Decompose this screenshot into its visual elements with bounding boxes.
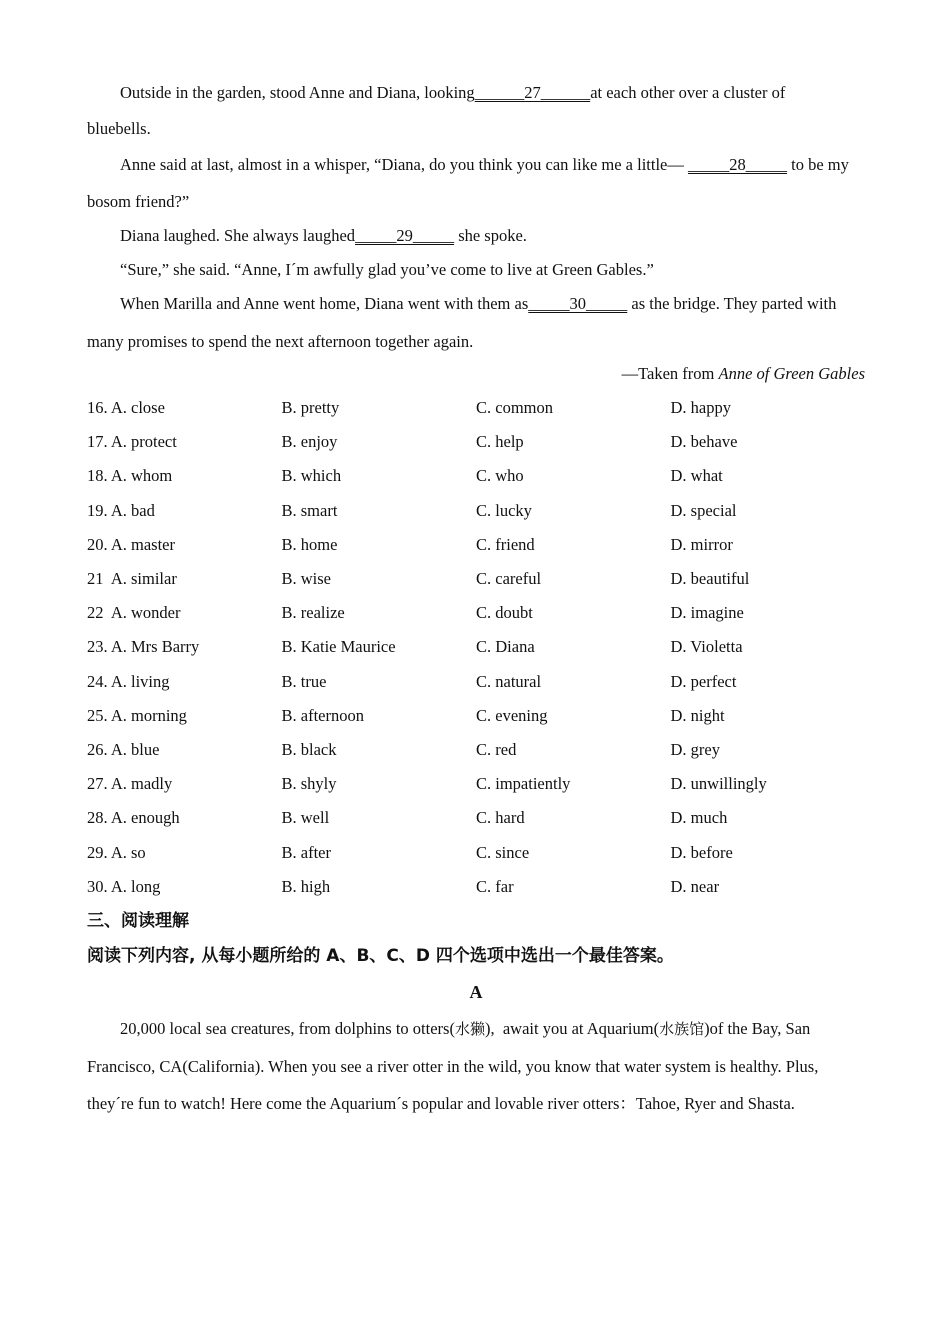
reading-paragraph-line-1 xyxy=(87,1010,865,1048)
source-title: Anne of Green Gables xyxy=(718,364,865,383)
option-a: 21 A. similar xyxy=(87,569,177,589)
option-c: C. red xyxy=(476,739,517,759)
option-c: C. careful xyxy=(476,569,542,589)
blank-28: _____28_____ xyxy=(688,155,788,174)
option-d: D. perfect xyxy=(670,671,737,691)
option-b: B. well xyxy=(281,808,330,828)
reading-text: 20,000 local sea creatures, from dolphins to otters( xyxy=(120,1018,455,1038)
section-heading: 三、阅读理解 xyxy=(87,910,189,931)
document-page xyxy=(87,78,865,1122)
option-row-27 xyxy=(87,767,865,801)
option-a: 16. A. close xyxy=(87,398,165,418)
cloze-text: When Marilla and Anne went home, Diana went with them as xyxy=(120,294,529,313)
option-row-24 xyxy=(87,665,865,699)
option-d: D. much xyxy=(670,808,728,828)
option-d: D. special xyxy=(670,500,737,520)
cloze-paragraph-4: “Sure,” she said. “Anne, Iˊm awfully glad you’ve come to live at Green Gables.” xyxy=(120,260,654,279)
option-d: D. Violetta xyxy=(670,637,743,657)
cloze-text: to be my xyxy=(787,155,849,174)
cloze-text: as the bridge. They parted with xyxy=(627,294,837,313)
reading-text: )of the Bay, San xyxy=(704,1018,811,1038)
option-c: C. help xyxy=(476,432,524,452)
option-a: 19. A. bad xyxy=(87,500,155,520)
option-row-25 xyxy=(87,699,865,733)
option-b: B. afternoon xyxy=(281,705,364,725)
option-b: B. home xyxy=(281,534,338,554)
option-d: D. imagine xyxy=(670,603,744,623)
option-c: C. natural xyxy=(476,671,542,691)
option-a: 27. A. madly xyxy=(87,774,173,794)
cloze-text: Anne said at last, almost in a whisper, “Diana, do you think you can like me a little— xyxy=(120,155,689,174)
option-a: 30. A. long xyxy=(87,876,161,896)
cloze-paragraph-1-cont: bluebells. xyxy=(87,119,151,138)
option-row-29 xyxy=(87,835,865,869)
option-row-22 xyxy=(87,596,865,630)
cloze-text: at each other over a cluster of xyxy=(590,83,786,102)
option-d: D. beautiful xyxy=(670,569,750,589)
cloze-paragraph-3 xyxy=(87,224,865,247)
option-row-17 xyxy=(87,425,865,459)
option-c: C. friend xyxy=(476,534,535,554)
cloze-paragraph-5 xyxy=(87,292,865,315)
option-b: B. pretty xyxy=(281,398,340,418)
option-row-19 xyxy=(87,494,865,528)
option-d: D. before xyxy=(670,842,733,862)
cloze-paragraph-2-cont: bosom friend?” xyxy=(87,192,190,211)
option-d: D. night xyxy=(670,705,725,725)
gloss-aquarium: 水族馆 xyxy=(659,1019,705,1038)
option-b: B. high xyxy=(281,876,331,896)
blank-27: ______27______ xyxy=(474,83,591,102)
option-c: C. impatiently xyxy=(476,774,571,794)
option-c: C. doubt xyxy=(476,603,533,623)
option-b: B. after xyxy=(281,842,331,862)
option-row-18 xyxy=(87,459,865,493)
option-row-26 xyxy=(87,733,865,767)
blank-29: _____29_____ xyxy=(355,226,455,245)
option-row-30 xyxy=(87,870,865,904)
source-prefix: —Taken from xyxy=(621,364,719,383)
cloze-paragraph-1 xyxy=(87,78,865,107)
option-b: B. Katie Maurice xyxy=(281,637,396,657)
option-c: C. Diana xyxy=(476,637,535,657)
option-b: B. enjoy xyxy=(281,432,338,452)
option-b: B. realize xyxy=(281,603,345,623)
option-b: B. which xyxy=(281,466,342,486)
option-c: C. since xyxy=(476,842,530,862)
cloze-text: she spoke. xyxy=(454,226,527,245)
options-table xyxy=(87,391,865,904)
option-a: 24. A. living xyxy=(87,671,170,691)
option-a: 23. A. Mrs Barry xyxy=(87,637,200,657)
reading-paragraph-line-3: theyˊre fun to watch! Here come the Aquariumˊs popular and lovable river otters：Tahoe, Ryer and Shasta. xyxy=(87,1093,795,1113)
option-a: 17. A. protect xyxy=(87,432,177,452)
option-d: D. happy xyxy=(670,398,731,418)
option-a: 29. A. so xyxy=(87,842,146,862)
option-c: C. evening xyxy=(476,705,548,725)
cloze-text: Diana laughed. She always laughed xyxy=(120,226,356,245)
option-d: D. mirror xyxy=(670,534,733,554)
option-b: B. wise xyxy=(281,569,331,589)
cloze-paragraph-2 xyxy=(87,150,865,179)
option-a: 20. A. master xyxy=(87,534,175,554)
option-a: 28. A. enough xyxy=(87,808,180,828)
option-b: B. true xyxy=(281,671,327,691)
option-a: 26. A. blue xyxy=(87,739,160,759)
reading-text: ), await you at Aquarium( xyxy=(484,1018,660,1038)
option-a: 25. A. morning xyxy=(87,705,187,725)
option-d: D. behave xyxy=(670,432,738,452)
cloze-text: Outside in the garden, stood Anne and Diana, looking xyxy=(120,83,475,102)
option-b: B. shyly xyxy=(281,774,337,794)
blank-30: _____30_____ xyxy=(528,294,628,313)
option-c: C. lucky xyxy=(476,500,532,520)
option-a: 18. A. whom xyxy=(87,466,173,486)
reading-paragraph-line-2: Francisco, CA(California). When you see a river otter in the wild, you know that water system is healthy. Plus, xyxy=(87,1056,819,1076)
option-c: C. far xyxy=(476,876,514,896)
option-row-21 xyxy=(87,562,865,596)
option-b: B. black xyxy=(281,739,337,759)
option-c: C. who xyxy=(476,466,524,486)
option-d: D. unwillingly xyxy=(670,774,767,794)
option-c: C. hard xyxy=(476,808,525,828)
option-a: 22 A. wonder xyxy=(87,603,181,623)
option-row-28 xyxy=(87,801,865,835)
reading-instruction: 阅读下列内容, 从每小题所给的 A、B、C、D 四个选项中选出一个最佳答案。 xyxy=(87,945,674,966)
option-row-20 xyxy=(87,528,865,562)
option-d: D. near xyxy=(670,876,720,896)
option-row-16 xyxy=(87,391,865,425)
option-d: D. grey xyxy=(670,739,720,759)
option-d: D. what xyxy=(670,466,723,486)
gloss-otter: 水獭 xyxy=(454,1019,485,1038)
option-c: C. common xyxy=(476,398,553,418)
option-b: B. smart xyxy=(281,500,338,520)
passage-letter: A xyxy=(469,981,483,1002)
cloze-paragraph-5-cont: many promises to spend the next afternoon together again. xyxy=(87,332,474,351)
option-row-23 xyxy=(87,630,865,664)
